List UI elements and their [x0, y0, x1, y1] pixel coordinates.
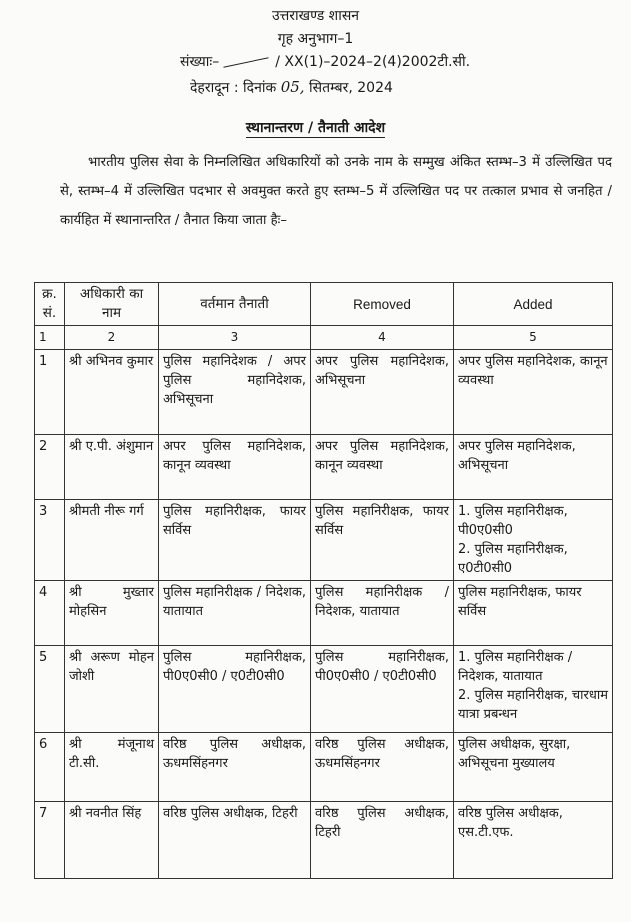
date-line: [190, 78, 610, 97]
removed-cell: अपर पुलिस महानिदेशक, अभिसूचना: [311, 350, 454, 435]
reference-line: [180, 52, 600, 71]
table-row: [35, 733, 613, 802]
name-cell: श्रीमती नीरू गर्ग: [65, 500, 159, 581]
col-number: 5: [454, 326, 613, 350]
added-cell: [454, 802, 613, 879]
date-prefix: देहरादून : दिनांक: [190, 80, 277, 96]
name-cell: श्री नवनीत सिंह: [65, 802, 159, 879]
name-cell: श्री अरूण मोहन जोशी: [65, 646, 159, 733]
ref-number: / XX(1)–2024–2(4)2002टी.सी.: [275, 54, 471, 70]
sno-cell: 4: [35, 581, 65, 646]
added-line: 2. पुलिस महानिरीक्षक, ए0टी0सी0: [458, 542, 568, 576]
name-cell: श्री मुख्तार मोहसिन: [65, 581, 159, 646]
order-paragraph: भारतीय पुलिस सेवा के निम्नलिखित अधिकारियों को उनके नाम के सम्मुख अंकित स्तम्भ–3 में उल्लिखित पद से, स्तम्भ–4 में उल्लिखित पदभार से अवमुक्त करते हुए स्तम्भ–5 में उल्लिखित पद पर तत्काल प्रभाव से जनहित / कार्यहित में स्थानान्तरित / तैनात किया जाता हैः–: [60, 155, 612, 228]
col-number: 4: [311, 326, 454, 350]
removed-cell: पुलिस महानिरीक्षक, पी0ए0सी0 / ए0टी0सी0: [311, 646, 454, 733]
col-number: 3: [159, 326, 311, 350]
col-header-sno: क्र. सं.: [35, 283, 65, 326]
current-cell: अपर पुलिस महानिदेशक, कानून व्यवस्था: [159, 435, 311, 500]
table-row: [35, 802, 613, 879]
added-line: 2. पुलिस महानिरीक्षक, चारधाम यात्रा प्रबन्धन: [458, 688, 608, 722]
current-cell: पुलिस महानिरीक्षक / निदेशक, यातायात: [159, 581, 311, 646]
added-line: पुलिस महानिरीक्षक, फायर सर्विस: [458, 585, 582, 619]
removed-cell: पुलिस महानिरीक्षक, फायर सर्विस: [311, 500, 454, 581]
handwritten-dash: [224, 57, 269, 68]
column-number-row: [35, 326, 613, 350]
govt-heading: उत्तराखण्ड शासन: [271, 8, 360, 24]
removed-cell: वरिष्ठ पुलिस अधीक्षक, ऊधमसिंहनगर: [311, 733, 454, 802]
col-header-current: वर्तमान तैनाती: [159, 283, 311, 326]
added-cell: [454, 646, 613, 733]
added-cell: [454, 581, 613, 646]
added-line: 1. पुलिस महानिरीक्षक, पी0ए0सी0: [458, 504, 568, 538]
sno-cell: 6: [35, 733, 65, 802]
name-cell: श्री अभिनव कुमार: [65, 350, 159, 435]
removed-cell: वरिष्ठ पुलिस अधीक्षक, टिहरी: [311, 802, 454, 879]
sno-cell: 3: [35, 500, 65, 581]
current-cell: पुलिस महानिरीक्षक, पी0ए0सी0 / ए0टी0सी0: [159, 646, 311, 733]
col-header-added: Added: [454, 283, 613, 326]
table-row: [35, 350, 613, 435]
added-line: पुलिस अधीक्षक, सुरक्षा, अभिसूचना मुख्यालय: [458, 737, 571, 771]
col-header-name: अधिकारी का नाम: [65, 283, 159, 326]
date-rest: सितम्बर, 2024: [309, 80, 393, 96]
added-cell: [454, 500, 613, 581]
table-header-row: [35, 283, 613, 326]
date-day: 05,: [280, 78, 305, 96]
added-line: वरिष्ठ पुलिस अधीक्षक, एस.टी.एफ.: [458, 806, 563, 840]
sno-cell: 1: [35, 350, 65, 435]
current-cell: पुलिस महानिरीक्षक, फायर सर्विस: [159, 500, 311, 581]
col-header-removed: Removed: [311, 283, 454, 326]
removed-cell: अपर पुलिस महानिदेशक, कानून व्यवस्था: [311, 435, 454, 500]
added-line: अपर पुलिस महानिदेशक, कानून व्यवस्था: [458, 354, 608, 388]
table-row: [35, 581, 613, 646]
added-cell: [454, 435, 613, 500]
section-heading: गृह अनुभाग–1: [277, 31, 354, 47]
added-line: अपर पुलिस महानिदेशक, अभिसूचना: [458, 439, 576, 473]
added-cell: [454, 350, 613, 435]
name-cell: श्री ए.पी. अंशुमान: [65, 435, 159, 500]
sno-cell: 2: [35, 435, 65, 500]
sno-cell: 5: [35, 646, 65, 733]
table-row: [35, 435, 613, 500]
current-cell: पुलिस महानिदेशक / अपर पुलिस महानिदेशक, अभिसूचना: [159, 350, 311, 435]
sno-cell: 7: [35, 802, 65, 879]
added-line: 1. पुलिस महानिरीक्षक / निदेशक, यातायात: [458, 650, 573, 684]
current-cell: वरिष्ठ पुलिस अधीक्षक, ऊधमसिंहनगर: [159, 733, 311, 802]
name-cell: श्री मंजूनाथ टी.सी.: [65, 733, 159, 802]
ref-prefix: संख्याः–: [180, 54, 220, 70]
table-row: [35, 500, 613, 581]
table-row: [35, 646, 613, 733]
col-number: 1: [35, 326, 65, 350]
transfer-table: [34, 282, 613, 879]
current-cell: वरिष्ठ पुलिस अधीक्षक, टिहरी: [159, 802, 311, 879]
removed-cell: पुलिस महानिरीक्षक / निदेशक, यातायात: [311, 581, 454, 646]
added-cell: [454, 733, 613, 802]
order-title: स्थानान्तरण / तैनाती आदेश: [245, 120, 386, 136]
col-number: 2: [65, 326, 159, 350]
